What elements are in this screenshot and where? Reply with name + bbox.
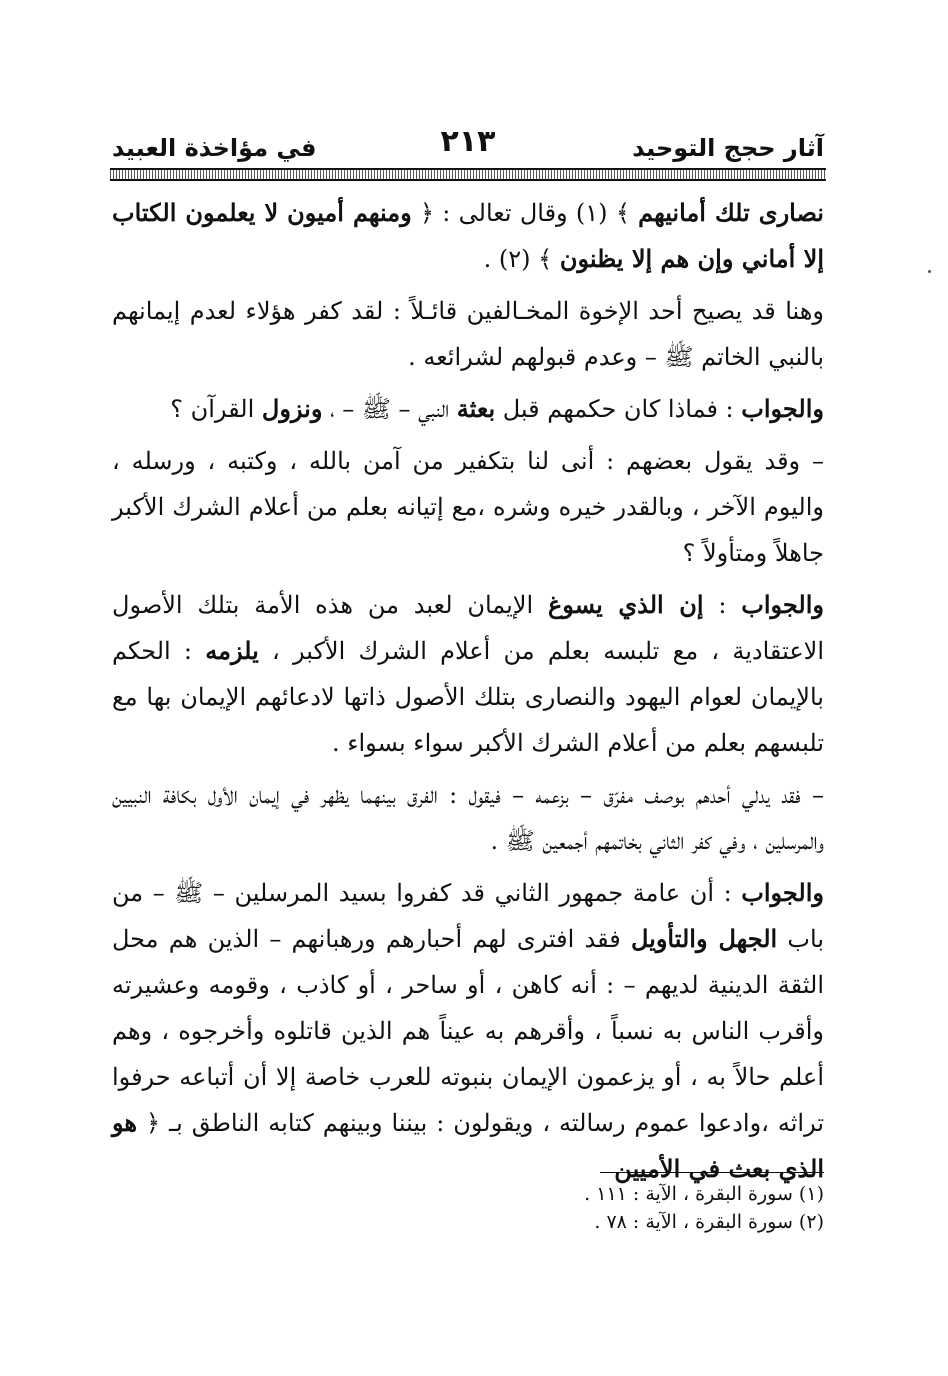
- footnote-1: (١) سورة البقرة ، الآية : ١١١ .: [584, 1183, 824, 1205]
- body-text: [112, 190, 824, 1198]
- paragraph: [112, 870, 824, 1192]
- paragraph: [112, 386, 824, 432]
- text-run: :: [703, 591, 742, 619]
- bold-run: والجواب: [741, 878, 824, 907]
- footnotes: [112, 1180, 824, 1236]
- page-number: ٢١٣: [440, 124, 496, 159]
- text-run: (٢): [498, 245, 531, 273]
- text-run: ﴾: [607, 199, 639, 227]
- bold-run: هو الذي بعث في الأميين: [112, 1108, 824, 1183]
- text-run: القرآن ؟: [170, 395, 262, 423]
- section-title: في مؤاخذة العبيد: [112, 134, 317, 162]
- text-run: : أن عامة جمهور الثاني قد كفروا بسيد المرسلين – ﷺ – من باب: [112, 879, 825, 953]
- bold-run: بعثة: [456, 394, 496, 423]
- text-run: (١): [575, 199, 608, 227]
- text-run: وقال تعالى : ﴿: [411, 199, 576, 227]
- text-run: فقد افترى لهم أحبارهم ورهبانهم – الذين هم محل الثقة الدينية لديهم – : أنه كاهن ، أو ساحر ، أو كاذب ، وقومه وعشيرته وأقرب الناس به نسباً ، وأقرهم به عيناً هم الذين قاتلوه وأخرجوه ، وهم أعلم حالاً به ، أو يزعمون الإيمان بنبوته للعرب خاصة إلا أن أتباعه حرفوا تراثه ،وادعوا عموم رسالته ، ويقولون : بيننا وبينهم كتابه الناطق بـ ﴿: [112, 925, 824, 1137]
- running-header: [112, 124, 824, 166]
- bold-run: ونزول: [261, 394, 323, 423]
- bold-run: نصارى تلك أمانيهم: [638, 198, 824, 227]
- text-run: الإيمان لعبد من هذه الأمة بتلك الأصول الاعتقادية ، مع تلبسه بعلم من أعلام الشرك الأكبر ،: [112, 591, 824, 665]
- paragraph: [112, 582, 824, 766]
- bold-run: إن الذي يسوغ: [547, 590, 704, 619]
- text-run: : الحكم بالإيمان لعوام اليهود والنصارى بتلك الأصول ذاتها لادعائهم الإيمان بها مع تلبسهم بعلم من أعلام الشرك الأكبر سواء بسواء .: [112, 637, 824, 757]
- paragraph: [112, 772, 824, 864]
- text-run: : فماذا كان حكمهم قبل: [495, 395, 742, 423]
- header-rule: [110, 168, 826, 181]
- paragraph: [112, 190, 824, 282]
- bold-run: ومنهم أميون لا يعلمون الكتاب إلا أماني وإن هم إلا يظنون: [112, 198, 824, 273]
- text-run: وهنا قد يصيح أحد الإخوة المخـالفين قائـلاً : لقد كفر هؤلاء لعدم إيمانهم بالنبي الخاتم ﷺ – وعدم قبولهم لشرائعه .: [112, 297, 824, 371]
- footnote-separator: [600, 1172, 824, 1173]
- paragraph: [112, 438, 824, 576]
- margin-speck: [928, 270, 931, 273]
- footnote-2: (٢) سورة البقرة ، الآية : ٧٨ .: [594, 1211, 824, 1233]
- bold-run: الجهل والتأويل: [630, 924, 778, 953]
- text-run: .: [483, 245, 499, 273]
- text-run: النبي – ﷺ – ،: [322, 395, 457, 423]
- text-run: – فقد يدلي أحدهم بوصف مفرّق – بزعمه – فيقول : الفرق بينهما يظهر في إيمان الأول بكافة النبيين والمرسلين ، وفي كفر الثاني بخاتمهم أجمعين ﷺ .: [112, 781, 824, 855]
- book-title: آثار حجج التوحيد: [632, 134, 824, 162]
- paragraph: [112, 288, 824, 380]
- bold-run: والجواب: [741, 590, 824, 619]
- bold-run: يلزمه: [205, 636, 259, 665]
- text-run: – وقد يقول بعضهم : أنى لنا بتكفير من آمن بالله ، وكتبه ، ورسله ، واليوم الآخر ، وبالقدر خيره وشره ،مع إتيانه بعلم من أعلام الشرك الأكبر جاهلاً ومتأولاً ؟: [112, 447, 824, 567]
- text-run: ﴾: [530, 245, 560, 273]
- bold-run: والجواب: [741, 394, 824, 423]
